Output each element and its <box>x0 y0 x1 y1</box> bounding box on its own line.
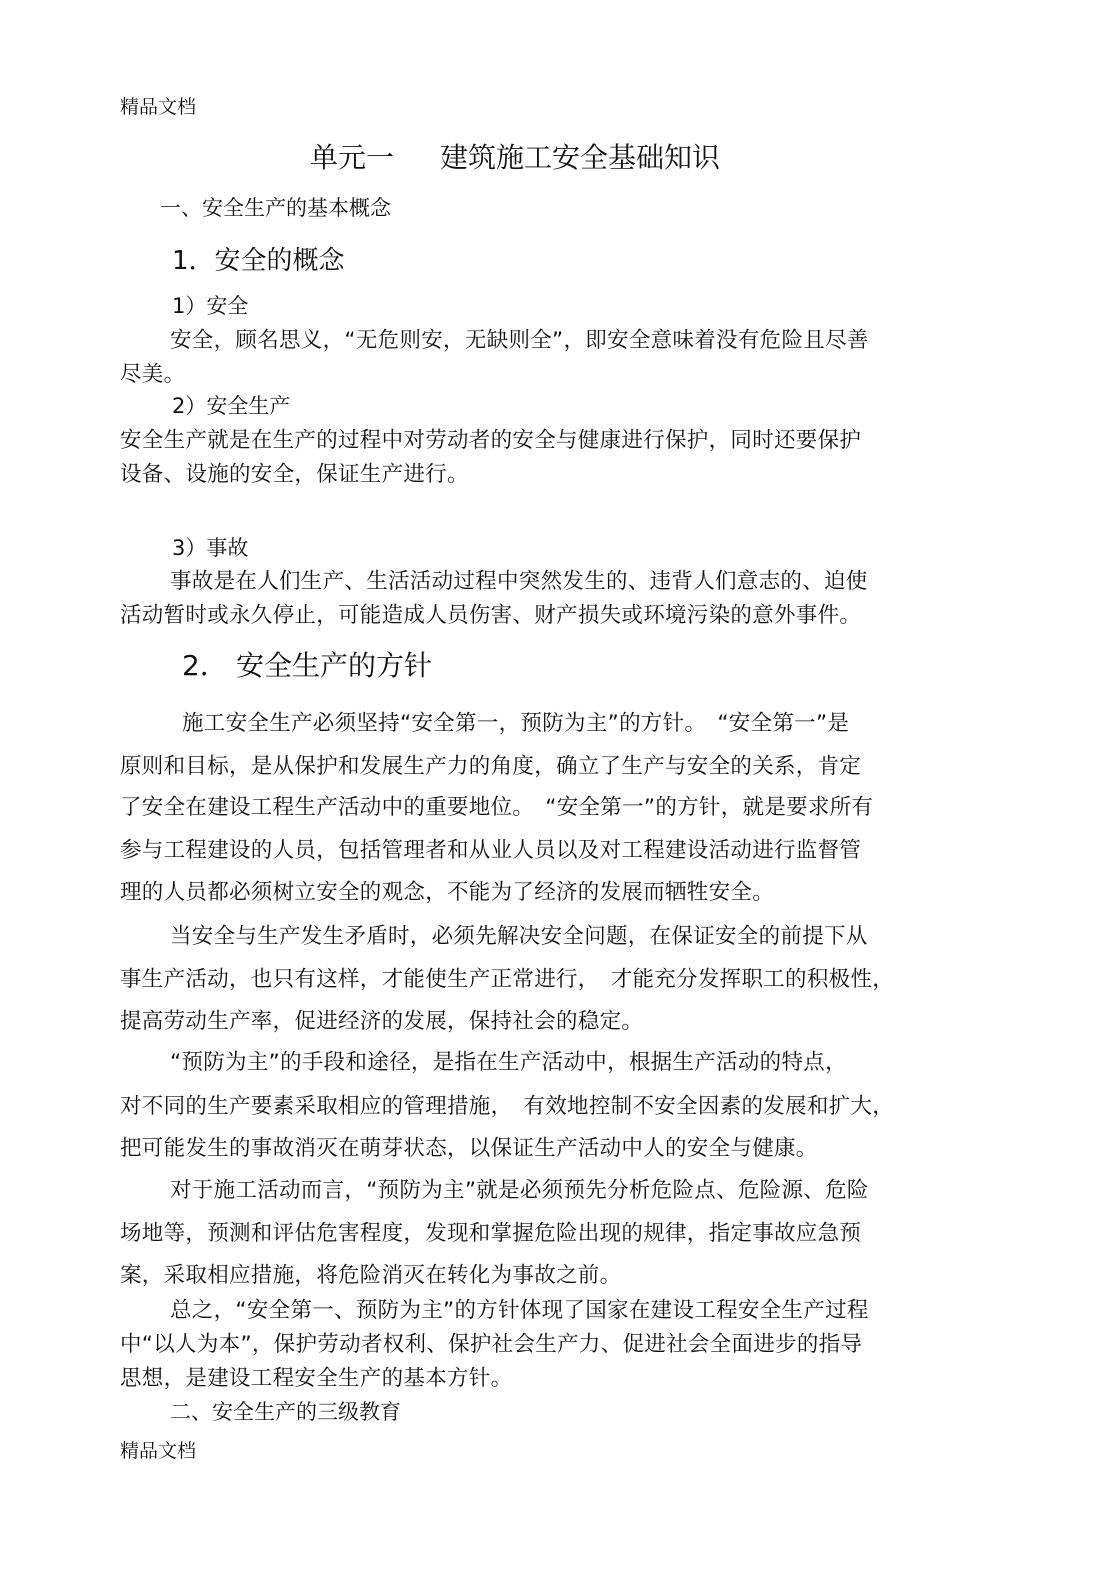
paragraph-line: 思想，是建设工程安全生产的基本方针。 <box>120 1366 513 1391</box>
paragraph-line: 活动暂时或永久停止，可能造成人员伤害、财产损失或环境污染的意外事件。 <box>120 603 862 628</box>
paragraph-line: 对不同的生产要素采取相应的管理措施， 有效地控制不安全因素的发展和扩大， <box>120 1094 895 1119</box>
paragraph-line: 参与工程建设的人员，包括管理者和从业人员以及对工程建设活动进行监督管 <box>120 838 862 863</box>
paragraph-line: 事生产活动，也只有这样，才能使生产正常进行， 才能充分发挥职工的积极性， <box>120 967 895 992</box>
paragraph-line: 把可能发生的事故消灭在萌芽状态，以保证生产活动中人的安全与健康。 <box>120 1136 818 1161</box>
paragraph-line: 安全，顾名思义，“无危则安，无缺则全”，即安全意味着没有危险且尽善 <box>170 328 869 353</box>
subsection-number-2: 2． <box>182 649 228 682</box>
title-unit: 单元一 <box>310 141 395 174</box>
paragraph-line: 案，采取相应措施，将危险消灭在转化为事故之前。 <box>120 1263 622 1288</box>
paragraph-line: 对于施工活动而言，“预防为主”就是必须预先分析危险点、危险源、危险 <box>170 1178 869 1203</box>
header-watermark: 精品文档 <box>120 96 197 118</box>
paragraph-line: 事故是在人们生产、生活活动过程中突然发生的、违背人们意志的、迫使 <box>170 569 868 594</box>
section-heading-1: 一、安全生产的基本概念 <box>160 196 391 220</box>
paragraph-line: “预防为主”的手段和途径，是指在生产活动中，根据生产活动的特点， <box>170 1050 847 1075</box>
paragraph-line: 提高劳动生产率，促进经济的发展，保持社会的稳定。 <box>120 1009 644 1034</box>
paragraph-line: 施工安全生产必须坚持“安全第一，预防为主”的方针。 “安全第一”是 <box>182 711 850 736</box>
subsection-heading-1: 1．安全的概念 <box>172 246 345 276</box>
paragraph-line: 原则和目标，是从保护和发展生产力的角度，确立了生产与安全的关系，肯定 <box>120 754 862 779</box>
paragraph-line: 总之，“安全第一、预防为主”的方针体现了国家在建设工程安全生产过程 <box>170 1298 869 1323</box>
footer-watermark: 精品文档 <box>120 1440 197 1462</box>
section-heading-2: 二、安全生产的三级教育 <box>170 1400 401 1424</box>
item-label-safety: 1）安全 <box>172 294 249 318</box>
page-title: 建筑施工安全基础知识 <box>440 141 721 174</box>
paragraph-line: 安全生产就是在生产的过程中对劳动者的安全与健康进行保护，同时还要保护 <box>120 428 862 453</box>
paragraph-line: 中“以人为本”，保护劳动者权利、保护社会生产力、促进社会全面进步的指导 <box>120 1332 863 1357</box>
paragraph-line: 当安全与生产发生矛盾时，必须先解决安全问题，在保证安全的前提下从 <box>170 924 868 949</box>
paragraph-line: 设备、设施的安全，保证生产进行。 <box>120 462 469 487</box>
paragraph-line: 理的人员都必须树立安全的观念，不能为了经济的发展而牺牲安全。 <box>120 880 775 905</box>
item-label-safe-production: 2）安全生产 <box>172 394 291 418</box>
paragraph-line: 场地等，预测和评估危害程度，发现和掌握危险出现的规律，指定事故应急预 <box>120 1221 862 1246</box>
paragraph-line: 了安全在建设工程生产活动中的重要地位。 “安全第一”的方针，就是要求所有 <box>120 795 874 820</box>
paragraph-line: 尽美。 <box>120 362 186 387</box>
item-label-accident: 3）事故 <box>172 536 249 560</box>
subsection-heading-2: 安全生产的方针 <box>236 649 433 682</box>
